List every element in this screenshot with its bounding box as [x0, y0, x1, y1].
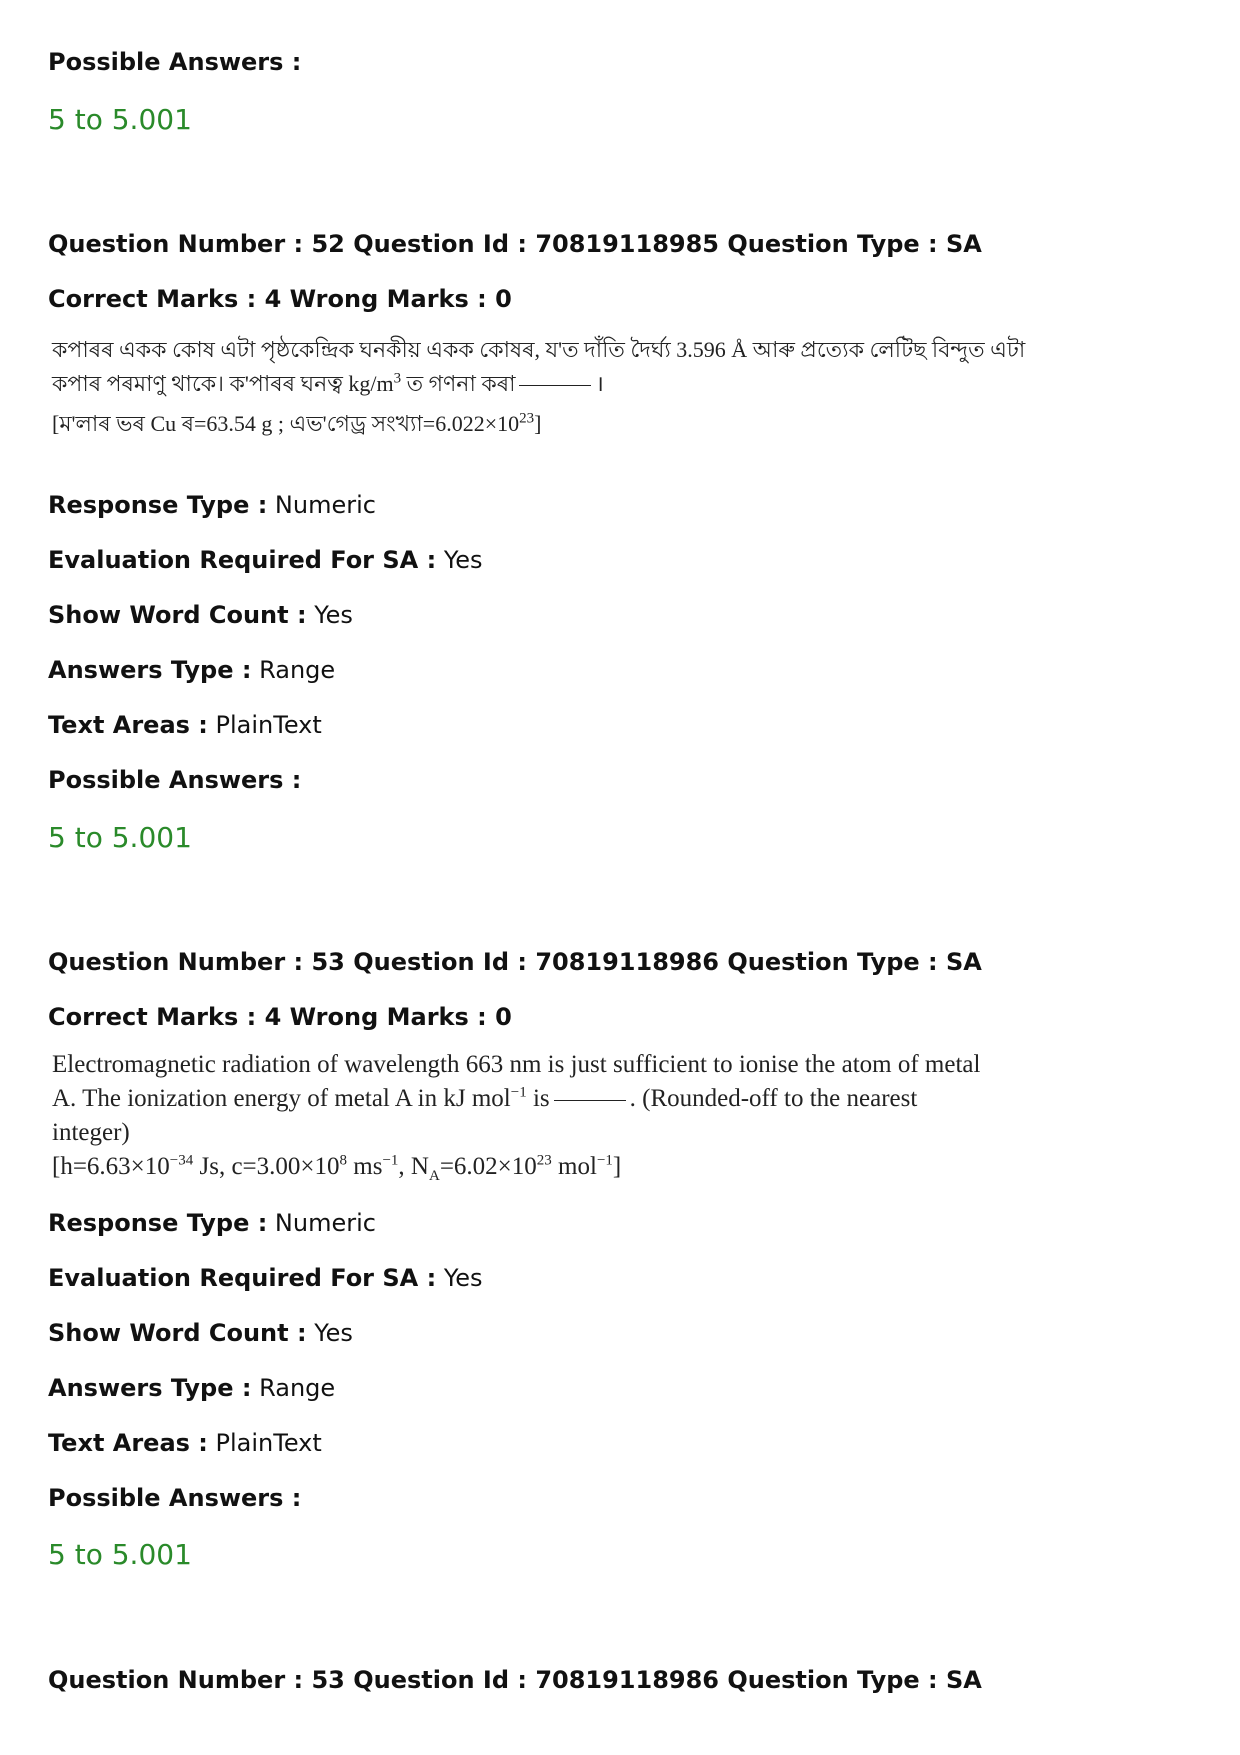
superscript: −1	[382, 1152, 399, 1169]
field-label: Show Word Count :	[48, 601, 307, 629]
question-text-segment: [ম'লাৰ ভৰ Cu ৰ=63.54 g ; এভ'গেড্ৰ সংখ্যা=6.022×10	[52, 411, 520, 436]
superscript: 8	[339, 1152, 348, 1169]
superscript: 3	[393, 370, 402, 387]
field-label: Evaluation Required For SA :	[48, 1264, 437, 1292]
question-text-line: integer)	[52, 1119, 130, 1146]
field-response-type	[48, 490, 376, 520]
question-text-line	[52, 1150, 980, 1184]
question-text-segment: ]	[612, 1153, 622, 1180]
field-label: Response Type :	[48, 491, 268, 519]
question-text-segment: ।	[595, 371, 604, 396]
field-answers-type	[48, 655, 335, 685]
field-value: PlainText	[207, 1429, 322, 1457]
superscript: −1	[510, 1084, 527, 1101]
field-label: Evaluation Required For SA :	[48, 546, 437, 574]
field-label: Text Areas :	[48, 711, 208, 739]
question-header: Question Number : 52 Question Id : 70819118985 Question Type : SA	[48, 230, 982, 258]
question-text-segment: mol	[551, 1153, 597, 1180]
field-value: Yes	[436, 546, 483, 574]
question-text-segment: . (Rounded-off to the nearest	[629, 1085, 918, 1112]
question-header: Question Number : 53 Question Id : 70819118986 Question Type : SA	[48, 948, 982, 976]
field-value: Numeric	[267, 491, 376, 519]
question-text-segment: ত গণনা কৰা	[401, 371, 516, 396]
field-text-areas	[48, 1428, 322, 1458]
field-evaluation-required	[48, 545, 483, 575]
question-text-line	[52, 1082, 980, 1116]
field-answers-type	[48, 1373, 335, 1403]
question-text-segment: ]	[534, 411, 542, 436]
field-evaluation-required	[48, 1263, 483, 1293]
field-label: Answers Type :	[48, 656, 252, 684]
answer-blank	[554, 1100, 626, 1101]
question-text-segment: A. The ionization energy of metal A in kJ mol	[52, 1085, 511, 1112]
superscript: 23	[519, 410, 535, 427]
field-value: Numeric	[267, 1209, 376, 1237]
question-text-segment: [h=6.63×10	[52, 1153, 170, 1180]
field-text-areas	[48, 710, 322, 740]
field-label: Response Type :	[48, 1209, 268, 1237]
question-text-segment: , N	[398, 1153, 429, 1180]
question-text-image	[52, 1048, 980, 1184]
field-value: Yes	[306, 601, 353, 629]
possible-answer: 5 to 5.001	[48, 821, 192, 854]
question-text-segment: ms	[347, 1153, 383, 1180]
possible-answers-label: Possible Answers :	[48, 766, 302, 794]
superscript: 23	[536, 1152, 552, 1169]
field-value: Yes	[306, 1319, 353, 1347]
question-text-segment: কপাৰ পৰমাণু থাকে। ক'পাৰৰ ঘনত্ব kg/m	[52, 371, 394, 396]
question-text-line: কপাৰৰ একক কোষ এটা পৃষ্ঠকেন্দ্ৰিক ঘনকীয় একক কোষৰ, য'ত দাঁতি দৈৰ্ঘ্য 3.596 Å আৰু প্ৰত্যেক লেটিছ বিন্দুত এটা	[52, 337, 1026, 362]
question-text-segment: is	[526, 1085, 550, 1112]
subscript: A	[428, 1168, 440, 1184]
superscript: −1	[596, 1152, 613, 1169]
field-value: Range	[251, 1374, 336, 1402]
marks-line: Correct Marks : 4 Wrong Marks : 0	[48, 1003, 512, 1031]
superscript: −34	[169, 1152, 194, 1169]
question-text-line	[52, 407, 1025, 441]
question-text-line	[52, 367, 1025, 401]
question-text-segment: Js, c=3.00×10	[193, 1153, 340, 1180]
question-header: Question Number : 53 Question Id : 70819118986 Question Type : SA	[48, 1666, 982, 1694]
field-label: Text Areas :	[48, 1429, 208, 1457]
possible-answers-label: Possible Answers :	[48, 1484, 302, 1512]
field-value: Yes	[436, 1264, 483, 1292]
field-value: PlainText	[207, 711, 322, 739]
marks-line: Correct Marks : 4 Wrong Marks : 0	[48, 285, 512, 313]
field-value: Range	[251, 656, 336, 684]
field-show-word-count	[48, 600, 353, 630]
possible-answer: 5 to 5.001	[48, 1538, 192, 1571]
field-label: Answers Type :	[48, 1374, 252, 1402]
field-show-word-count	[48, 1318, 353, 1348]
field-label: Show Word Count :	[48, 1319, 307, 1347]
question-text-line: Electromagnetic radiation of wavelength 663 nm is just sufficient to ionise the atom of metal	[52, 1051, 981, 1078]
possible-answers-label: Possible Answers :	[48, 48, 302, 76]
question-text-segment: =6.02×10	[439, 1153, 537, 1180]
question-text-image	[52, 333, 1025, 441]
field-response-type	[48, 1208, 376, 1238]
answer-blank	[519, 385, 591, 386]
possible-answer: 5 to 5.001	[48, 103, 192, 136]
